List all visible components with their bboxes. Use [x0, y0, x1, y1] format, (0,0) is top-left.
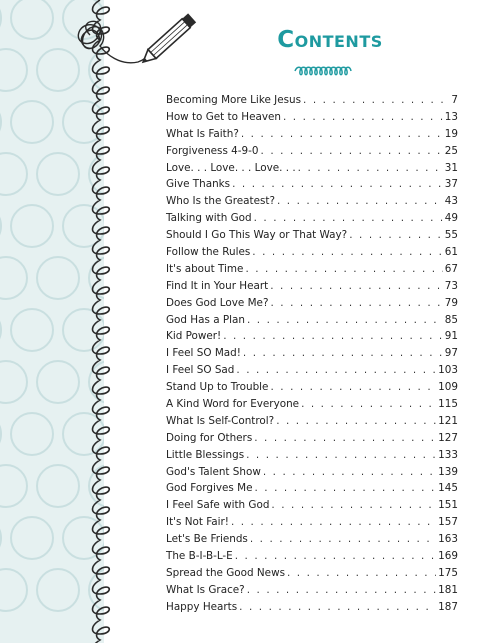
toc-entry-title: Spread the Good News: [166, 566, 285, 579]
toc-entry-page: 31: [444, 161, 458, 174]
toc-entry: [166, 480, 458, 497]
toc-entry-page: 115: [438, 398, 458, 411]
toc-leader-dots: [241, 126, 443, 143]
pattern-circle: [0, 49, 27, 91]
toc-entry-title: I Feel Safe with God: [166, 499, 270, 512]
toc-entry-page: 97: [444, 347, 458, 360]
toc-leader-dots: [236, 362, 436, 379]
toc-entry-page: 85: [444, 313, 458, 326]
toc-entry-title: I Feel SO Mad!: [166, 347, 241, 360]
toc-entry-title: God Has a Plan: [166, 313, 245, 326]
pattern-circle: [37, 361, 79, 403]
toc-entry-page: 25: [444, 144, 458, 157]
toc-entry: [166, 328, 458, 345]
pattern-circle: [0, 205, 1, 247]
toc-leader-dots: [232, 176, 443, 193]
spiral-binding: [88, 0, 116, 643]
toc-entry: [166, 497, 458, 514]
toc-leader-dots: [277, 193, 443, 210]
toc-entry-page: 157: [438, 516, 458, 529]
pattern-circle: [0, 465, 27, 507]
toc-entry-title: Follow the Rules: [166, 246, 251, 259]
toc-entry-page: 79: [444, 296, 458, 309]
pattern-circle: [37, 257, 79, 299]
toc-leader-dots: [276, 413, 436, 430]
toc-entry: [166, 261, 458, 278]
squiggle-divider: [293, 65, 353, 77]
toc-entry-title: What Is Self-Control?: [166, 414, 275, 427]
toc-entry: [166, 312, 458, 329]
pattern-circle: [37, 153, 79, 195]
toc-entry: [166, 362, 458, 379]
table-of-contents: [166, 92, 458, 616]
toc-entry-page: 73: [444, 279, 458, 292]
pattern-circle: [11, 205, 53, 247]
pattern-circle: [0, 361, 27, 403]
pattern-circle: [0, 309, 1, 351]
pattern-circle: [0, 0, 1, 39]
toc-leader-dots: [303, 92, 449, 109]
toc-entry: [166, 143, 458, 160]
toc-leader-dots: [245, 261, 442, 278]
pattern-circle: [11, 517, 53, 559]
toc-entry-title: Stand Up to Trouble: [166, 381, 269, 394]
page-title: Contents: [277, 27, 383, 53]
toc-entry-title: Little Blessings: [166, 448, 245, 461]
toc-leader-dots: [254, 480, 436, 497]
pattern-circle: [11, 413, 53, 455]
toc-entry-page: 187: [438, 600, 458, 613]
toc-leader-dots: [298, 160, 443, 177]
pattern-circle: [37, 465, 79, 507]
toc-entry-title: It's Not Fair!: [166, 516, 229, 529]
toc-leader-dots: [271, 497, 436, 514]
toc-entry-page: 19: [444, 127, 458, 140]
toc-entry-title: Doing for Others: [166, 431, 253, 444]
toc-entry-page: 109: [438, 381, 458, 394]
toc-entry-page: 43: [444, 195, 458, 208]
toc-entry-page: 49: [444, 212, 458, 225]
pattern-circle: [0, 569, 27, 611]
toc-entry-page: 37: [444, 178, 458, 191]
toc-entry-page: 7: [451, 94, 458, 106]
toc-entry: [166, 582, 458, 599]
toc-leader-dots: [270, 278, 443, 295]
toc-entry-page: 67: [444, 262, 458, 275]
toc-entry: [166, 413, 458, 430]
toc-leader-dots: [231, 514, 436, 531]
toc-entry: [166, 396, 458, 413]
toc-entry: [166, 430, 458, 447]
toc-entry: [166, 514, 458, 531]
toc-leader-dots: [252, 244, 442, 261]
toc-entry-page: 181: [438, 583, 458, 596]
toc-entry-page: 61: [444, 246, 458, 259]
toc-leader-dots: [254, 430, 436, 447]
scribble-pencil-icon: [60, 10, 210, 80]
toc-entry: [166, 464, 458, 481]
toc-entry-page: 127: [438, 431, 458, 444]
toc-entry: [166, 548, 458, 565]
toc-leader-dots: [243, 345, 443, 362]
toc-entry-page: 55: [444, 229, 458, 242]
toc-entry: [166, 193, 458, 210]
toc-entry-page: 133: [438, 448, 458, 461]
toc-entry: [166, 160, 458, 177]
toc-entry-title: God's Talent Show: [166, 465, 261, 478]
toc-entry-title: It's about Time: [166, 262, 244, 275]
pattern-circle: [11, 101, 53, 143]
toc-entry-page: 163: [438, 533, 458, 546]
toc-leader-dots: [287, 565, 436, 582]
toc-leader-dots: [235, 548, 436, 565]
toc-entry: [166, 278, 458, 295]
toc-entry: [166, 599, 458, 616]
pattern-circle: [0, 413, 1, 455]
toc-leader-dots: [263, 464, 436, 481]
toc-entry-page: 169: [438, 550, 458, 563]
toc-leader-dots: [223, 328, 443, 345]
toc-leader-dots: [261, 143, 443, 160]
toc-entry-page: 151: [438, 499, 458, 512]
toc-leader-dots: [301, 396, 436, 413]
toc-entry: [166, 379, 458, 396]
toc-entry-title: Find It in Your Heart: [166, 279, 269, 292]
pattern-circle: [0, 517, 1, 559]
toc-entry-title: How to Get to Heaven: [166, 110, 281, 123]
toc-leader-dots: [250, 531, 436, 548]
toc-entry: [166, 244, 458, 261]
toc-leader-dots: [270, 379, 436, 396]
toc-leader-dots: [247, 582, 436, 599]
toc-entry-page: 91: [444, 330, 458, 343]
toc-entry-title: Does God Love Me?: [166, 296, 269, 309]
toc-entry: [166, 295, 458, 312]
toc-leader-dots: [283, 109, 443, 126]
toc-entry-page: 145: [438, 482, 458, 495]
pattern-circle: [0, 101, 1, 143]
toc-leader-dots: [246, 447, 436, 464]
toc-entry: [166, 92, 458, 109]
toc-entry-title: Let's Be Friends: [166, 533, 248, 546]
toc-entry-page: 175: [438, 566, 458, 579]
toc-entry-title: The B-I-B-L-E: [166, 550, 233, 563]
toc-leader-dots: [247, 312, 443, 329]
toc-entry-title: I Feel SO Sad: [166, 364, 235, 377]
pattern-circle: [11, 309, 53, 351]
toc-entry-title: What Is Grace?: [166, 583, 245, 596]
toc-leader-dots: [270, 295, 442, 312]
toc-leader-dots: [349, 227, 443, 244]
toc-entry-title: Who Is the Greatest?: [166, 195, 275, 208]
toc-leader-dots: [239, 599, 436, 616]
toc-entry-title: A Kind Word for Everyone: [166, 398, 300, 411]
toc-entry: [166, 210, 458, 227]
toc-entry-page: 13: [444, 110, 458, 123]
toc-entry-title: Talking with God: [166, 212, 252, 225]
toc-entry: [166, 447, 458, 464]
toc-leader-dots: [254, 210, 443, 227]
toc-entry-title: Forgiveness 4-9-0: [166, 144, 259, 157]
toc-entry-title: Love. . . Love. . . Love. . .: [166, 161, 296, 174]
pattern-circle: [11, 0, 53, 39]
toc-entry-title: Happy Hearts: [166, 600, 238, 613]
toc-entry-page: 103: [438, 364, 458, 377]
toc-entry-page: 139: [438, 465, 458, 478]
pattern-circle: [0, 257, 27, 299]
toc-entry: [166, 109, 458, 126]
toc-entry: [166, 565, 458, 582]
toc-entry: [166, 176, 458, 193]
toc-entry: [166, 126, 458, 143]
toc-entry-title: Give Thanks: [166, 178, 231, 191]
toc-entry-title: Kid Power!: [166, 330, 222, 343]
toc-entry-title: What Is Faith?: [166, 127, 239, 140]
toc-entry-page: 121: [438, 414, 458, 427]
toc-entry: [166, 345, 458, 362]
toc-entry: [166, 227, 458, 244]
pattern-circle: [0, 153, 27, 195]
toc-entry-title: Becoming More Like Jesus: [166, 94, 302, 106]
toc-entry: [166, 531, 458, 548]
pattern-circle: [37, 569, 79, 611]
toc-entry-title: Should I Go This Way or That Way?: [166, 229, 348, 242]
toc-entry-title: God Forgives Me: [166, 482, 253, 495]
